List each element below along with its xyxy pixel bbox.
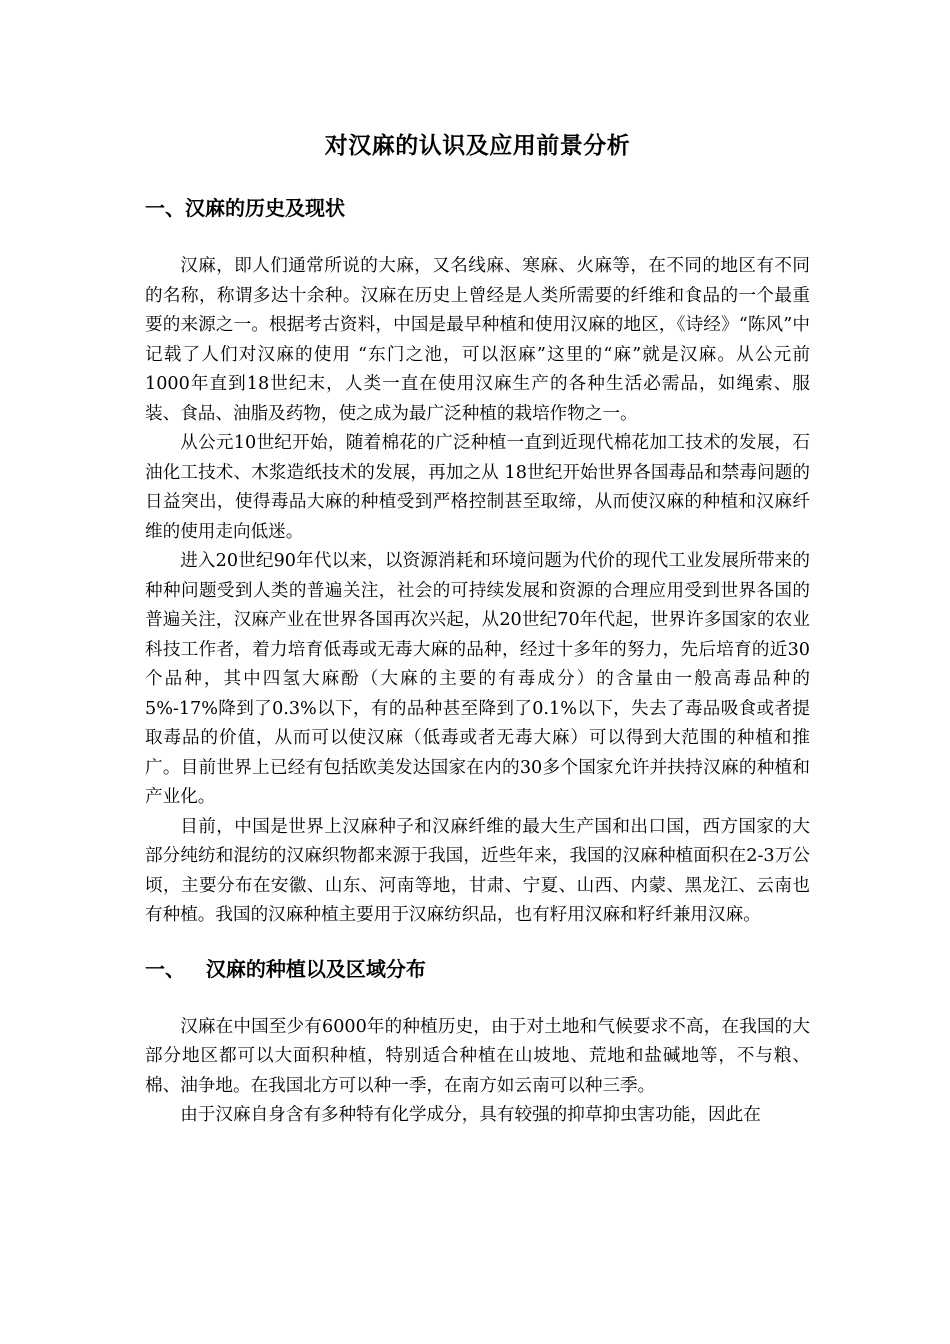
- paragraph: 从公元10世纪开始，随着棉花的广泛种植一直到近现代棉花加工技术的发展，石油化工技术、木浆造纸技术的发展，再加之从 18世纪开始世界各国毒品和禁毒问题的日益突出，使得毒品大麻的种植受到严格控制甚至取缔，从而使汉麻的种植和汉麻纤维的使用走向低迷。: [145, 433, 810, 542]
- document-body: [145, 128, 810, 1131]
- document-title: 对汉麻的认识及应用前景分析: [324, 133, 631, 159]
- paragraph: 汉麻在中国至少有6000年的种植历史，由于对土地和气候要求不高，在我国的大部分地区都可以大面积种植，特别适合种植在山坡地、荒地和盐碱地等，不与粮、棉、油争地。在我国北方可以种一季，在南方如云南可以种三季。: [145, 1016, 810, 1096]
- paragraph: 进入20世纪90年代以来，以资源消耗和环境问题为代价的现代工业发展所带来的种种问题受到人类的普遍关注，社会的可持续发展和资源的合理应用受到世界各国的普遍关注，汉麻产业在世界各国再次兴起，从20世纪70年代起，世界许多国家的农业科技工作者，着力培育低毒或无毒大麻的品种，经过十多年的努力，先后培育的近30个品种，其中四氢大麻酚（大麻的主要的有毒成分）的含量由一般高毒品种的5%-17%降到了0.3%以下，有的品种甚至降到了0.1%以下，失去了毒品吸食或者提取毒品的价值，从而可以使汉麻（低毒或者无毒大麻）可以得到大范围的种植和推广。目前世界上已经有包括欧美发达国家在内的30多个国家允许并扶持汉麻的种植和产业化。: [145, 551, 810, 807]
- paragraph: 汉麻，即人们通常所说的大麻，又名线麻、寒麻、火麻等，在不同的地区有不同的名称，称谓多达十余种。汉麻在历史上曾经是人类所需要的纤维和食品的一个最重要的来源之一。根据考古资料，中国是最早种植和使用汉麻的地区，《诗经》“陈风”中记载了人们对汉麻的使用 “东门之池，可以沤麻”这里的“麻”就是汉麻。从公元前1000年直到18世纪末，人类一直在使用汉麻生产的各种生活必需品，如绳索、服装、食品、油脂及药物，使之成为最广泛种植的栽培作物之一。: [145, 256, 810, 424]
- paragraph: 由于汉麻自身含有多种特有化学成分，具有较强的抑草抑虫害功能，因此在: [180, 1105, 761, 1125]
- section-heading-planting: 一、 汉麻的种植以及区域分布: [145, 956, 426, 981]
- paragraph: 目前，中国是世界上汉麻种子和汉麻纤维的最大生产国和出口国，西方国家的大部分纯纺和混纺的汉麻织物都来源于我国，近些年来，我国的汉麻种植面积在2-3万公顷，主要分布在安徽、山东、河南等地，甘肃、宁夏、山西、内蒙、黑龙江、云南也有种植。我国的汉麻种植主要用于汉麻纺织品，也有籽用汉麻和籽纤兼用汉麻。: [145, 816, 810, 925]
- section-heading-history: 一、汉麻的历史及现状: [145, 196, 345, 220]
